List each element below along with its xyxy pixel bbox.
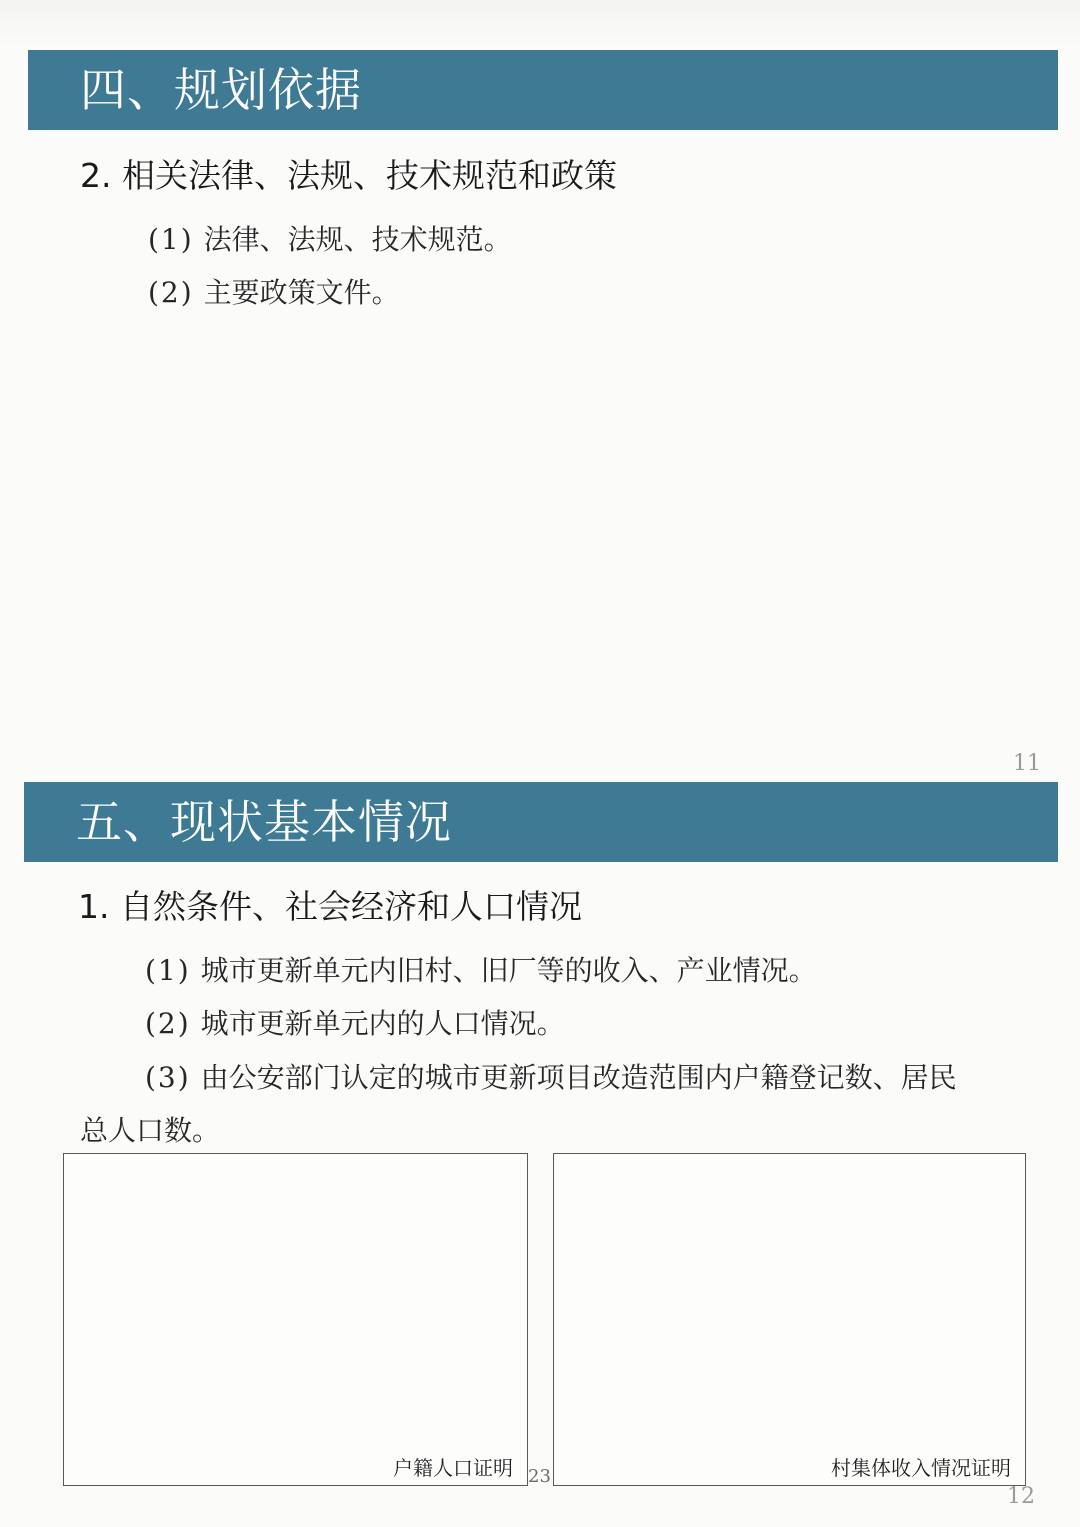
section-5-item-2 xyxy=(145,1004,565,1044)
village-income-certificate-box xyxy=(553,1153,1026,1486)
section-5-banner xyxy=(24,782,1058,862)
item-number: (2) xyxy=(148,276,194,309)
item-number: (1) xyxy=(145,954,191,987)
section-5-title: 五、现状基本情况 xyxy=(76,795,452,849)
section-5-heading: 1. 自然条件、社会经济和人口情况 xyxy=(78,887,582,926)
village-income-certificate-caption: 村集体收入情况证明 xyxy=(831,1456,1011,1480)
scan-edge xyxy=(0,0,1080,46)
item-text: 由公安部门认定的城市更新项目改造范围内户籍登记数、居民 xyxy=(200,1061,957,1094)
item-text: 法律、法规、技术规范。 xyxy=(203,223,512,256)
section-5-item-3 xyxy=(145,1058,957,1098)
household-certificate-box xyxy=(63,1153,528,1486)
section-4-banner xyxy=(28,50,1058,130)
section-5-item-1 xyxy=(145,951,817,991)
page-number-12: 12 xyxy=(1007,1484,1035,1509)
inner-page-number: 23 xyxy=(528,1466,551,1487)
item-text: 城市更新单元内旧村、旧厂等的收入、产业情况。 xyxy=(200,954,817,987)
item-text: 城市更新单元内的人口情况。 xyxy=(200,1007,565,1040)
section-4-heading: 2. 相关法律、法规、技术规范和政策 xyxy=(80,156,617,195)
section-5-item-3-continuation: 总人口数。 xyxy=(80,1114,221,1147)
item-number: (1) xyxy=(148,223,194,256)
section-4-item-2 xyxy=(148,273,400,313)
item-number: (3) xyxy=(145,1061,191,1094)
item-number: (2) xyxy=(145,1007,191,1040)
household-certificate-caption: 户籍人口证明 xyxy=(393,1456,513,1480)
section-4-item-1 xyxy=(148,220,512,260)
section-4-title: 四、规划依据 xyxy=(80,63,362,117)
item-text: 主要政策文件。 xyxy=(203,276,400,309)
page-number-11: 11 xyxy=(1013,751,1041,776)
